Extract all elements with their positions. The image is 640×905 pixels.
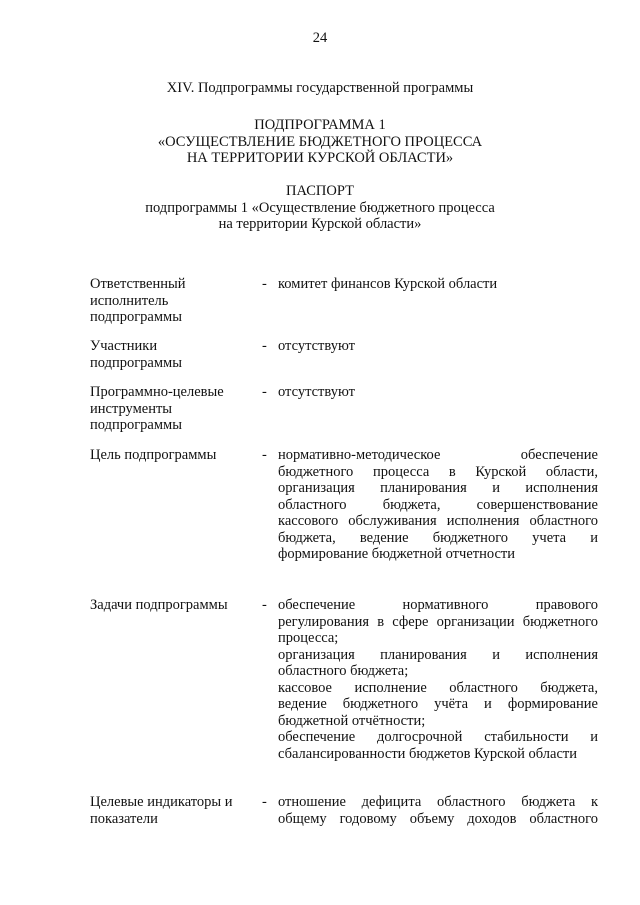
row-value-line: формирование бюджетной отчетности: [278, 546, 515, 562]
row-label: [90, 384, 258, 434]
row-value-line: областного бюджета, совершенствование: [278, 496, 598, 513]
row-value: [278, 597, 598, 762]
row-label-line: подпрограммы: [90, 417, 182, 433]
subprogram-title-line: НА ТЕРРИТОРИИ КУРСКОЙ ОБЛАСТИ»: [186, 150, 454, 166]
row-value-line: кассового обслуживания исполнения областного: [278, 513, 598, 529]
row-value: [278, 794, 598, 827]
row-value-line: комитет финансов Курской области: [278, 276, 498, 292]
row-value-line: отношение дефицита областного бюджета к: [278, 794, 598, 810]
row-value: [278, 384, 598, 401]
row-value-line: обеспечение нормативного правового: [278, 597, 598, 613]
row-value: [278, 338, 598, 355]
row-dash: -: [262, 794, 267, 810]
row-label-line: Целевые индикаторы и: [90, 794, 233, 810]
row-value-line: бюджетного процесса в Курской области,: [278, 463, 598, 480]
row-value-line: организация планирования и исполнения: [278, 480, 598, 496]
row-dash: -: [262, 276, 267, 292]
row-value-line: обеспечение долгосрочной стабильности и: [278, 729, 598, 745]
row-value: [278, 447, 598, 563]
subprogram-title-line: ПОДПРОГРАММА 1: [254, 117, 386, 133]
row-value-line: областного бюджета;: [278, 663, 409, 679]
passport-subheading-line: подпрограммы 1 «Осуществление бюджетного процесса: [145, 199, 495, 216]
row-label-line: Цель подпрограммы: [90, 447, 217, 463]
row-value-line: сбалансированности бюджетов Курской области: [278, 745, 577, 762]
row-label: [90, 597, 258, 614]
row-label-line: подпрограммы: [90, 309, 182, 325]
row-value-line: регулирования в сфере организации бюджетного: [278, 613, 598, 630]
passport-subheading-line: на территории Курской области»: [218, 216, 422, 232]
page-number: 24: [312, 30, 328, 46]
section-title: XIV. Подпрограммы государственной программы: [166, 80, 474, 96]
row-value-line: отсутствуют: [278, 384, 355, 400]
row-label-line: инструменты: [90, 400, 173, 417]
row-label: [90, 794, 258, 827]
row-value-line: бюджетной отчётности;: [278, 712, 426, 729]
row-label-line: Задачи подпрограммы: [90, 597, 228, 613]
row-label-line: подпрограммы: [90, 354, 182, 371]
row-label-line: исполнитель: [90, 292, 169, 309]
row-label: [90, 276, 258, 326]
row-label-line: показатели: [90, 810, 158, 827]
row-dash: -: [262, 447, 267, 463]
row-value-line: нормативно-методическое обеспечение: [278, 447, 598, 463]
passport-heading: ПАСПОРТ: [286, 183, 354, 199]
row-value-line: отсутствуют: [278, 338, 355, 354]
row-value-line: процесса;: [278, 630, 339, 646]
row-value-line: бюджета, ведение бюджетного учета и: [278, 529, 598, 546]
subprogram-title-line: «ОСУЩЕСТВЛЕНИЕ БЮДЖЕТНОГО ПРОЦЕССА: [157, 133, 483, 150]
row-label-line: Ответственный: [90, 276, 186, 292]
row-dash: -: [262, 384, 267, 400]
row-label: [90, 338, 258, 371]
row-value-line: ведение бюджетного учёта и формирование: [278, 696, 598, 712]
row-label-line: Участники: [90, 338, 158, 354]
row-value: [278, 276, 598, 293]
row-dash: -: [262, 597, 267, 613]
row-label-line: Программно-целевые: [90, 384, 224, 400]
row-label: [90, 447, 258, 464]
row-dash: -: [262, 338, 267, 354]
row-value-line: организация планирования и исполнения: [278, 646, 598, 663]
row-value-line: общему годовому объему доходов областного: [278, 810, 598, 827]
row-value-line: кассовое исполнение областного бюджета,: [278, 679, 598, 696]
